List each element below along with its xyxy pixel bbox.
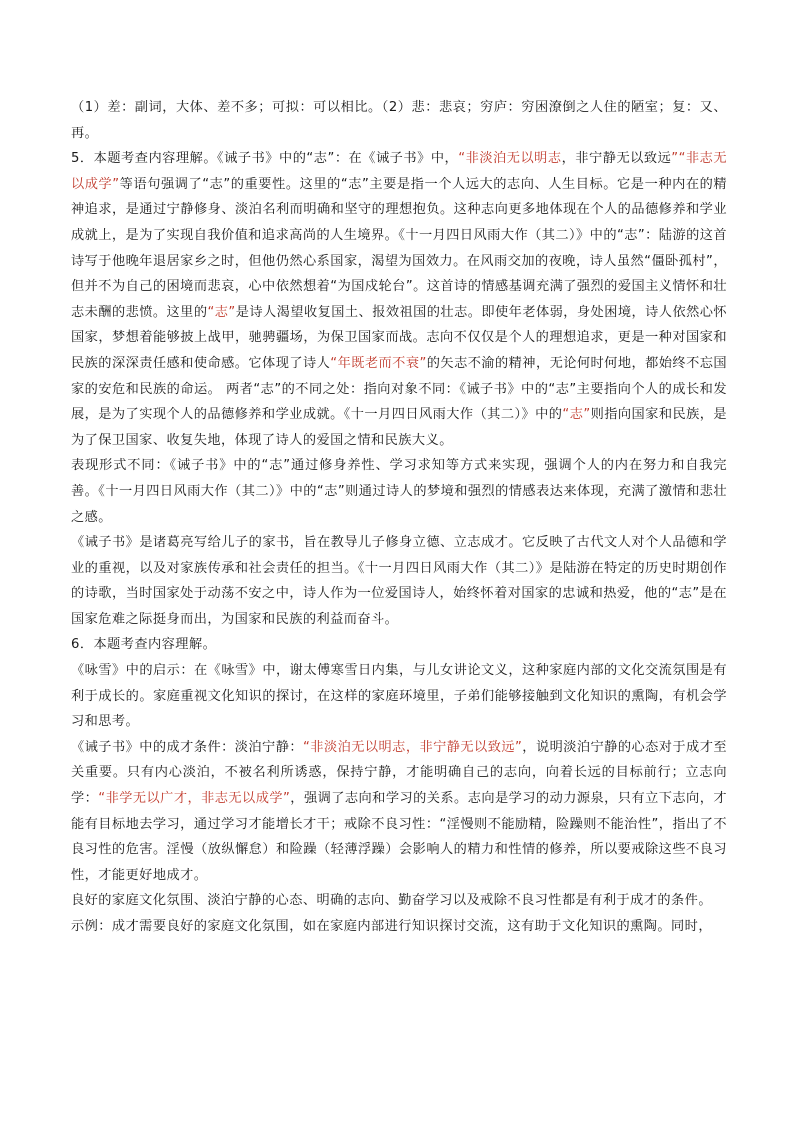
red-quote: “志”: [207, 304, 236, 320]
text-run: 等语句强调了“志”的重要性。这里的“志”主要是指一个人远大的志向、人生目标。它是一种内在的精神追求，是通过宁静修身、淡泊名利而明确和坚守的理想抱负。这种志向更多地体现在个人的品德修养和学业成就上，是为了实现自我价值和追求高尚的人生境界。《十一月四日风雨大作（其二）》中的“志”：陆游的这首诗写于他晚年退居家乡之时，但他仍然心系国家，渴望为国效力。在风雨交加的夜晚，诗人虽然“僵卧孤村”，但并不为自己的困境而悲哀，心中依然想着“为国戍轮台”。这首诗的情感基调充满了强烈的爱国主义情怀和壮志未酬的悲愤。这里的: [71, 176, 727, 320]
red-quote: “非淡泊无以明志，非宁静无以致远”: [303, 739, 523, 755]
paragraph: [71, 888, 727, 914]
paragraph: [71, 453, 727, 530]
red-quote: “年既老而不衰”: [330, 355, 427, 371]
paragraph: [71, 95, 727, 146]
text-run: （1）差：副词，大体、差不多；可拟：可以相比。（2）悲：悲哀；穷庐：穷困潦倒之人住的陋室；复：又、再。: [71, 100, 727, 141]
text-run: 示例：成才需要良好的家庭文化氛围，如在家庭内部进行知识探讨交流，这有助于文化知识的熏陶。同时，: [71, 919, 712, 934]
text-run: ，强调了志向和学习的关系。志向是学习的动力源泉，只有立下志向，才能有目标地去学习，通过学习才能增长才干；戒除不良习性：“淫慢则不能励精，险躁则不能治性”，指出了不良习性的危害。淫慢（放纵懈怠）和险躁（轻薄浮躁）会影响人的精力和性情的修养，所以要戒除这些不良习性，才能更好地成才。: [71, 791, 727, 883]
text-run: 《咏雪》中的启示：在《咏雪》中，谢太傅寒雪日内集，与儿女讲论文义，这种家庭内部的文化交流氛围是有利于成长的。家庭重视文化知识的探讨，在这样的家庭环境里，子弟们能够接触到文化知识的熏陶，有机会学习和思考。: [71, 663, 727, 730]
text-run: 5．本题考查内容理解。《诫子书》中的“志”：在《诫子书》中，: [71, 151, 459, 167]
text-run: 《诫子书》中的成才条件：淡泊宁静：: [71, 739, 303, 755]
paragraph: [71, 632, 727, 658]
text-run: 《诫子书》是诸葛亮写给儿子的家书，旨在教导儿子修身立德、立志成才。它反映了古代文人对个人品德和学业的重视，以及对家族传承和社会责任的担当。《十一月四日风雨大作（其二）》是陆游在特定的历史时期创作的诗歌，当时国家处于动荡不安之中，诗人作为一位爱国诗人，始终怀着对国家的忠诚和热爱，他的“志”是在国家危难之际挺身而出，为国家和民族的利益而奋斗。: [71, 535, 727, 627]
paragraph: [71, 530, 727, 632]
text-run: 良好的家庭文化氛围、淡泊宁静的心态、明确的志向、勤奋学习以及戒除不良习性都是有利于成才的条件。: [71, 893, 712, 909]
text-run: 则指向国家和民族，是为了保卫国家、收复失地，体现了诗人的爱国之情和民族大义。: [71, 407, 728, 448]
red-quote: ”“非志无以成学”: [71, 151, 727, 192]
red-quote: “志”: [562, 407, 591, 423]
text-run: ，说明淡泊宁静的心态对于成才至关重要。只有内心淡泊，不被名利所诱惑，保持宁静，才能明确自己的志向，向着长远的目标前行；立志向学：: [71, 739, 727, 807]
text-run: 6．本题考查内容理解。: [71, 637, 217, 653]
paragraph: [71, 914, 727, 940]
red-quote: “非学无以广才，非志无以成学”: [98, 791, 291, 807]
text-run: 的矢志不渝的精神，无论何时何地，都始终不忘国家的安危和民族的命运。 两者“志”的不同之处：指向对象不同：《诫子书》中的“志”主要指向个人的成长和发展，是为了实现个人的品德修养和学业成就。《十一月四日风雨大作（其二）》中的: [71, 355, 727, 423]
paragraph: [71, 658, 727, 735]
text-run: 表现形式不同：《诫子书》中的“志”通过修身养性、学习求知等方式来实现，强调个人的内在努力和自我完善。《十一月四日风雨大作（其二）》中的“志”则通过诗人的梦境和强烈的情感表达来体现，充满了激情和悲壮之感。: [71, 458, 727, 525]
text-run: 是诗人渴望收复国土、报效祖国的壮志。即使年老体弱，身处困境，诗人依然心怀国家，梦想着能够披上战甲，驰骋疆场，为保卫国家而战。志向不仅仅是个人的理想追求，更是一种对国家和民族的深深责任感和使命感。它体现了诗人: [71, 304, 728, 371]
text-run: ，非宁静无以致远: [561, 151, 672, 167]
answer-document: [71, 95, 727, 940]
paragraph: [71, 146, 727, 453]
red-quote: “非淡泊无以明志: [458, 151, 562, 167]
paragraph: [71, 735, 727, 889]
